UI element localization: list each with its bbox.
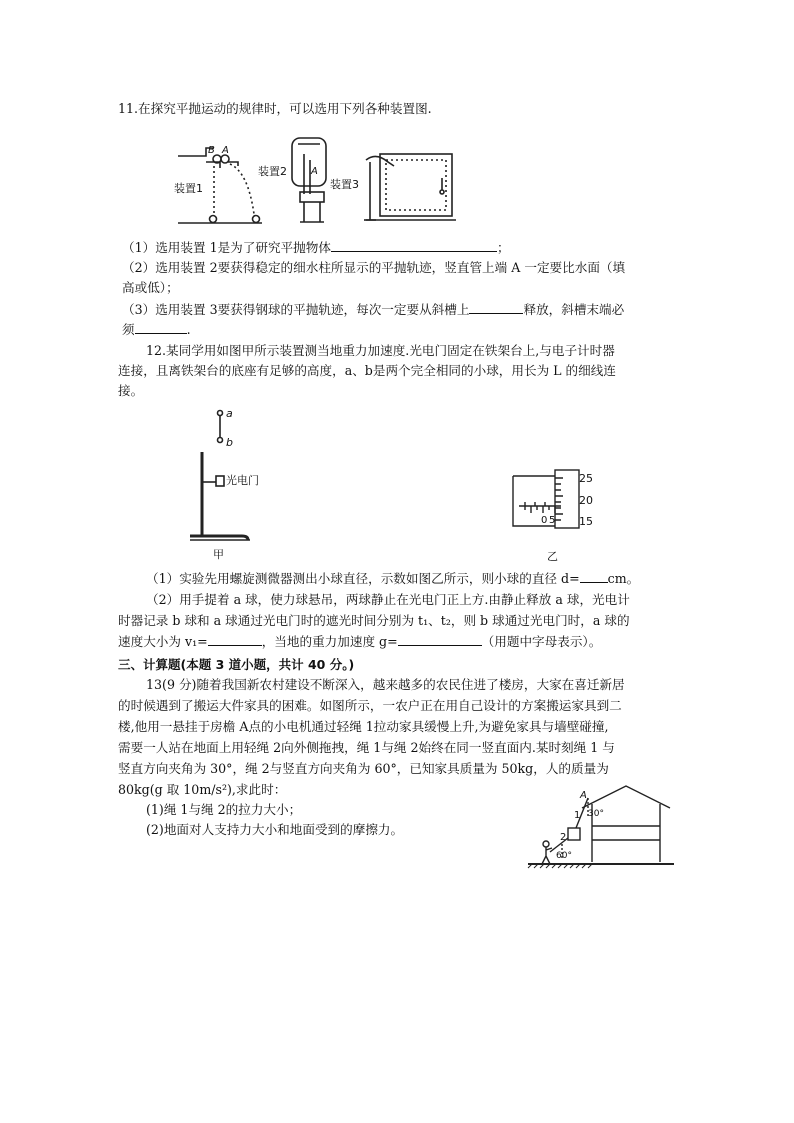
section3-title: 三、计算题(本题 3 道小题，共计 40 分。) — [118, 657, 355, 672]
q13-line1: 13(9 分)随着我国新农村建设不断深入，越来越多的农民住进了楼房，大家在喜迁新居 — [146, 677, 625, 692]
q13-angle60: 60° — [556, 851, 572, 861]
q12-intro-line2: 连接，且离铁架台的底座有足够的高度，a、b是两个完全相同的小球，用长为 L 的细线连 — [118, 363, 616, 378]
q11-part1: （1）选用装置 1是为了研究平抛物体 ； — [122, 240, 510, 255]
q12-tick-20: 20 — [579, 494, 593, 507]
q12-figure-jia — [180, 404, 270, 560]
q12-intro-line3: 接。 — [118, 383, 144, 398]
q12-ball-b: b — [226, 436, 233, 449]
q11-apparatus-figure — [170, 132, 460, 230]
q11-label1: 装置1 — [174, 182, 203, 195]
q11-label2: 装置2 — [258, 165, 287, 178]
q12-caption-jia: 甲 — [213, 548, 224, 561]
q13-line3: 楼,他用一悬挂于房檐 A点的小电机通过轻绳 1拉动家具缓慢上升,为避免家具与墙壁碰撞, — [118, 719, 609, 734]
q13-sub1: (1)绳 1与绳 2的拉力大小； — [146, 802, 302, 817]
q12-intro-line1: 12.某同学用如图甲所示装置测当地重力加速度.光电门固定在铁架台上,与电子计时器 — [146, 343, 615, 358]
q13-rope2: 2 — [560, 832, 567, 843]
q11-part2-line1: （2）选用装置 2要获得稳定的细水柱所显示的平抛轨迹，竖直管上端 A 一定要比水面（填 — [122, 260, 626, 275]
q12-main-5: 5 — [549, 515, 556, 526]
q13-line2: 的时候遇到了搬运大件家具的困难。如图所示，一农户正在用自己设计的方案搬运家具到二 — [118, 698, 622, 713]
q11-part3-line2: 须 . — [122, 322, 191, 337]
q11-point-a2: A — [311, 166, 318, 177]
q12-caption-yi: 乙 — [547, 550, 558, 563]
q12-ball-a: a — [226, 407, 233, 420]
q13-figure — [528, 782, 678, 874]
q12-figure-yi — [505, 468, 605, 564]
q12-blank-d[interactable] — [580, 569, 608, 583]
q12-part1: （1）实验先用螺旋测微器测出小球直径，示数如图乙所示，则小球的直径 d= cm。 — [146, 571, 640, 586]
q12-part2-line3: 速度大小为 v₁= ，当地的重力加速度 g= （用题中字母表示）。 — [118, 634, 602, 649]
q11-point-a: A — [222, 145, 229, 156]
q12-tick-15: 15 — [579, 515, 593, 528]
q13-line5: 竖直方向夹角为 30°，绳 2与竖直方向夹角为 60°，已知家具质量为 50kg，人的质量为 — [118, 761, 609, 776]
q11-label3: 装置3 — [330, 178, 359, 191]
q12-gate-label: 光电门 — [226, 474, 259, 487]
q11-point-b: B — [208, 145, 215, 156]
q13-sub2: (2)地面对人支持力大小和地面受到的摩擦力。 — [146, 822, 404, 837]
q12-main-0: 0 — [541, 515, 548, 526]
q13-line4: 需要一人站在地面上用轻绳 2向外侧拖拽，绳 1与绳 2始终在同一竖直面内.某时刻绳 1 与 — [118, 740, 615, 755]
q11-blank3a[interactable] — [469, 300, 523, 314]
q11-title: 11.在探究平抛运动的规律时，可以选用下列各种装置图. — [118, 101, 432, 116]
q12-blank-g[interactable] — [398, 632, 482, 646]
q11-part2-line2: 高或低）； — [122, 280, 179, 295]
q11-blank3b[interactable] — [135, 320, 187, 334]
q12-part2-line1: （2）用手提着 a 球，使力球悬吊，两球静止在光电门正上方.由静止释放 a 球，光电计 — [146, 592, 630, 607]
q11-blank1[interactable] — [331, 238, 497, 252]
q13-rope1: 1 — [574, 810, 581, 821]
q12-tick-25: 25 — [579, 472, 593, 485]
q13-angle30: 30° — [588, 809, 604, 819]
q12-part2-line2: 时器记录 b 球和 a 球通过光电门时的遮光时间分别为 t₁、t₂，则 b 球通过光电门时，a 球的 — [118, 613, 630, 628]
q11-part3-line1: （3）选用装置 3要获得钢球的平抛轨迹，每次一定要从斜槽上 释放，斜槽末端必 — [122, 302, 625, 317]
q13-point-a: A — [580, 790, 587, 801]
q13-line6: 80kg(g 取 10m/s²),求此时： — [118, 782, 287, 797]
q12-blank-v1[interactable] — [208, 632, 262, 646]
